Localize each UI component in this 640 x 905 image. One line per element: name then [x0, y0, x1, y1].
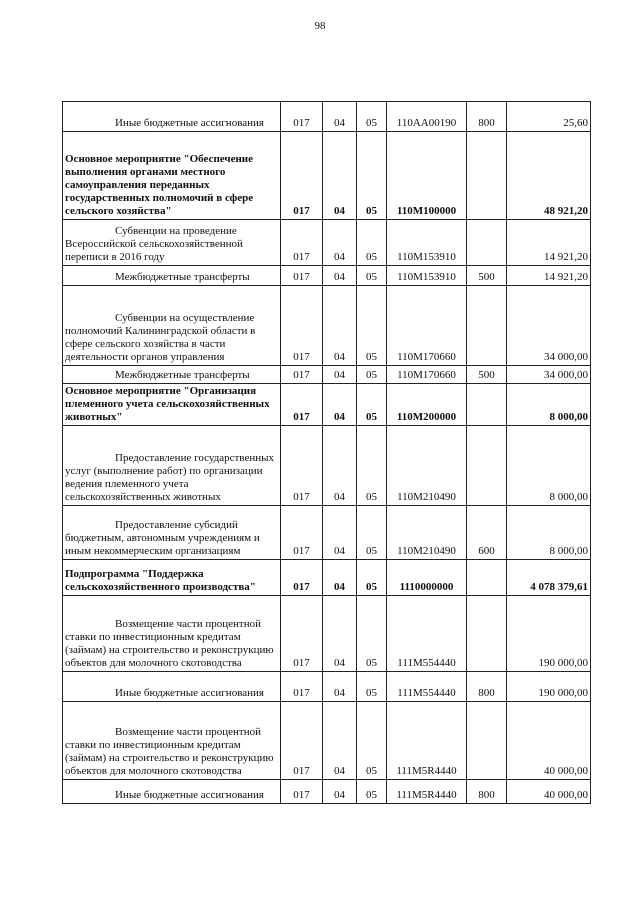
cell-subsection: 05 [357, 132, 387, 220]
table-row [63, 102, 591, 132]
cell-section: 04 [323, 506, 357, 560]
cell-target-code: 110М170660 [387, 366, 467, 384]
cell-expense-type: 500 [467, 266, 507, 286]
cell-expense-type [467, 596, 507, 672]
cell-amount: 190 000,00 [507, 672, 591, 702]
cell-amount: 8 000,00 [507, 506, 591, 560]
cell-ministry: 017 [281, 506, 323, 560]
cell-target-code: 111М5R4440 [387, 780, 467, 804]
cell-section: 04 [323, 780, 357, 804]
cell-expense-type [467, 560, 507, 596]
cell-section: 04 [323, 560, 357, 596]
cell-ministry: 017 [281, 366, 323, 384]
cell-section: 04 [323, 672, 357, 702]
cell-target-code: 111М554440 [387, 672, 467, 702]
row-name: Возмещение части процентной ставки по инвестиционным кредитам (займам) на строительство и реконструкцию объектов для молочного скотоводства [63, 702, 281, 780]
cell-subsection: 05 [357, 780, 387, 804]
table-row [63, 266, 591, 286]
cell-section: 04 [323, 702, 357, 780]
cell-section: 04 [323, 286, 357, 366]
cell-ministry: 017 [281, 266, 323, 286]
cell-target-code: 110М153910 [387, 220, 467, 266]
cell-section: 04 [323, 132, 357, 220]
table-row [63, 220, 591, 266]
cell-subsection: 05 [357, 702, 387, 780]
cell-amount: 34 000,00 [507, 366, 591, 384]
page-number: 98 [314, 20, 326, 32]
row-name: Субвенции на проведение Всероссийской сельскохозяйственной переписи в 2016 году [63, 220, 281, 266]
cell-expense-type: 600 [467, 506, 507, 560]
table-row [63, 560, 591, 596]
cell-target-code: 110М153910 [387, 266, 467, 286]
cell-subsection: 05 [357, 366, 387, 384]
cell-subsection: 05 [357, 596, 387, 672]
cell-subsection: 05 [357, 266, 387, 286]
table-row [63, 596, 591, 672]
row-name: Предоставление государственных услуг (выполнение работ) по организации ведения племенного учета сельскохозяйственных животных [63, 426, 281, 506]
cell-ministry: 017 [281, 560, 323, 596]
cell-target-code: 110АА00190 [387, 102, 467, 132]
cell-amount: 34 000,00 [507, 286, 591, 366]
cell-ministry: 017 [281, 220, 323, 266]
cell-expense-type: 500 [467, 366, 507, 384]
cell-target-code: 110М210490 [387, 506, 467, 560]
cell-ministry: 017 [281, 702, 323, 780]
row-name: Иные бюджетные ассигнования [63, 102, 281, 132]
row-name: Межбюджетные трансферты [63, 266, 281, 286]
cell-subsection: 05 [357, 506, 387, 560]
cell-subsection: 05 [357, 426, 387, 506]
cell-section: 04 [323, 220, 357, 266]
cell-amount: 8 000,00 [507, 384, 591, 426]
cell-target-code: 110М200000 [387, 384, 467, 426]
cell-section: 04 [323, 266, 357, 286]
table-row [63, 426, 591, 506]
cell-subsection: 05 [357, 384, 387, 426]
table-row [63, 780, 591, 804]
cell-section: 04 [323, 596, 357, 672]
cell-amount: 14 921,20 [507, 220, 591, 266]
table-row [63, 702, 591, 780]
cell-expense-type [467, 384, 507, 426]
row-name: Основное мероприятие "Организация племенного учета сельскохозяйственных животных" [63, 384, 281, 426]
cell-ministry: 017 [281, 426, 323, 506]
cell-target-code: 110М210490 [387, 426, 467, 506]
row-name: Предоставление субсидий бюджетным, автономным учреждениям и иным некоммерческим организациям [63, 506, 281, 560]
cell-target-code: 111М5R4440 [387, 702, 467, 780]
table-row [63, 672, 591, 702]
cell-expense-type: 800 [467, 780, 507, 804]
cell-subsection: 05 [357, 560, 387, 596]
cell-target-code: 110М100000 [387, 132, 467, 220]
row-name: Иные бюджетные ассигнования [63, 780, 281, 804]
cell-subsection: 05 [357, 286, 387, 366]
cell-ministry: 017 [281, 384, 323, 426]
cell-section: 04 [323, 384, 357, 426]
cell-expense-type: 800 [467, 672, 507, 702]
cell-expense-type: 800 [467, 102, 507, 132]
cell-expense-type [467, 426, 507, 506]
cell-target-code: 1110000000 [387, 560, 467, 596]
cell-expense-type [467, 286, 507, 366]
cell-expense-type [467, 220, 507, 266]
cell-amount: 4 078 379,61 [507, 560, 591, 596]
cell-subsection: 05 [357, 102, 387, 132]
table-row [63, 132, 591, 220]
cell-expense-type [467, 702, 507, 780]
cell-amount: 190 000,00 [507, 596, 591, 672]
budget-table [62, 101, 591, 804]
cell-amount: 14 921,20 [507, 266, 591, 286]
row-name: Межбюджетные трансферты [63, 366, 281, 384]
cell-ministry: 017 [281, 102, 323, 132]
cell-amount: 25,60 [507, 102, 591, 132]
table-row [63, 286, 591, 366]
cell-amount: 8 000,00 [507, 426, 591, 506]
row-name: Подпрограмма "Поддержка сельскохозяйственного производства" [63, 560, 281, 596]
table-row [63, 506, 591, 560]
cell-ministry: 017 [281, 286, 323, 366]
cell-section: 04 [323, 102, 357, 132]
cell-ministry: 017 [281, 132, 323, 220]
cell-amount: 40 000,00 [507, 702, 591, 780]
cell-target-code: 110М170660 [387, 286, 467, 366]
table-row [63, 366, 591, 384]
cell-section: 04 [323, 426, 357, 506]
table-row [63, 384, 591, 426]
cell-ministry: 017 [281, 780, 323, 804]
cell-ministry: 017 [281, 672, 323, 702]
row-name: Субвенции на осуществление полномочий Калининградской области в сфере сельского хозяйства в части деятельности органов управления [63, 286, 281, 366]
cell-amount: 48 921,20 [507, 132, 591, 220]
cell-expense-type [467, 132, 507, 220]
row-name: Иные бюджетные ассигнования [63, 672, 281, 702]
cell-target-code: 111М554440 [387, 596, 467, 672]
cell-subsection: 05 [357, 220, 387, 266]
cell-subsection: 05 [357, 672, 387, 702]
cell-amount: 40 000,00 [507, 780, 591, 804]
cell-ministry: 017 [281, 596, 323, 672]
row-name: Основное мероприятие "Обеспечение выполнения органами местного самоуправления переданных государственных полномочий в сфере сельского хозяйства" [63, 132, 281, 220]
cell-section: 04 [323, 366, 357, 384]
row-name: Возмещение части процентной ставки по инвестиционным кредитам (займам) на строительство и реконструкцию объектов для молочного скотоводства [63, 596, 281, 672]
